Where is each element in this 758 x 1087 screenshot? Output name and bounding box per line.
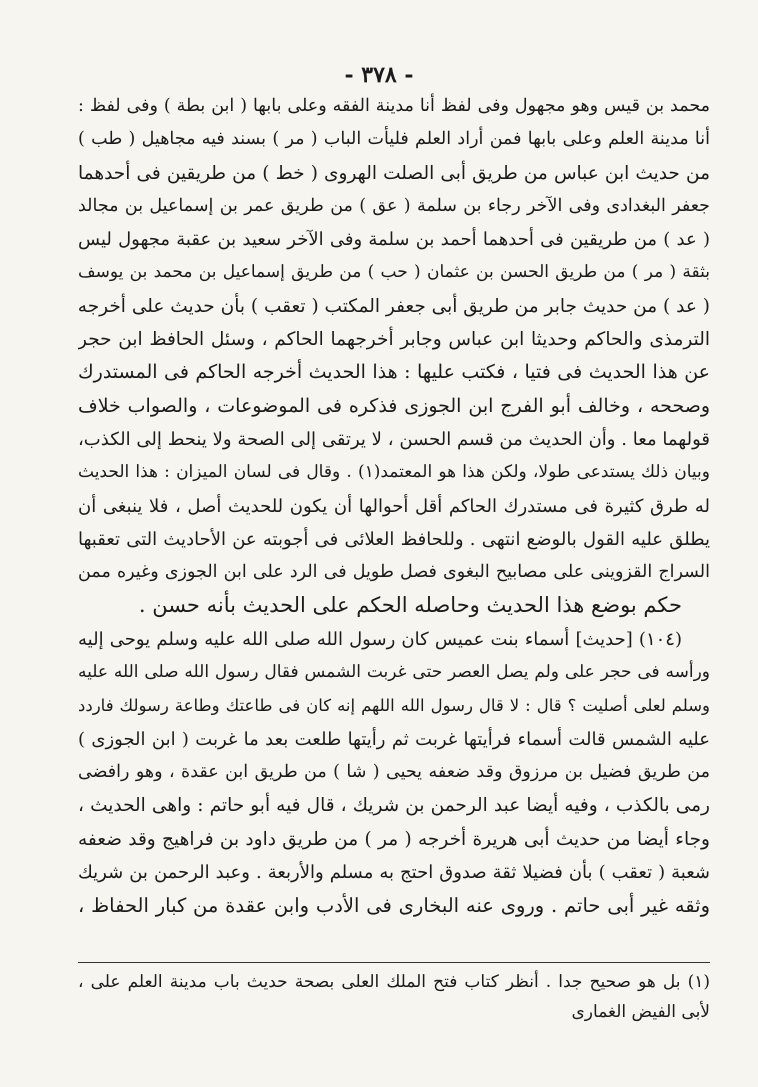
hadith-heading-line: (١٠٤) [حديث] أسماء بنت عميس كان رسول الله صلى الله عليه وسلم يوحى إليه [78, 628, 682, 650]
text-line: وسلم لعلى أصليت ؟ قال : لا قال رسول الله اللهم إنه كان فى طاعتك وطاعة رسولك فاردد [78, 696, 710, 716]
text-line: الترمذى والحاكم وحديثا ابن عباس وجابر أخرجهما الحاكم ، وسئل الحافظ ابن حجر [78, 329, 710, 351]
text-line: محمد بن قيس وهو مجهول وفى لفظ أنا مدينة الفقه وعلى بابها ( ابن بطة ) وفى لفظ : [78, 96, 710, 116]
text-line: من طريق فضيل بن مرزوق وقد ضعفه يحيى ( شا ) من طريق ابن عقدة ، وهو رافضى [78, 761, 710, 782]
text-line: السراج القزوينى على مصابيح البغوى فصل طويل فى الرد على ابن الجوزى وغيره ممن [78, 562, 710, 583]
text-line: ( عد ) من طريقين فى أحدهما أحمد بن سلمة وفى الآخر سعيد بن عقبة مجهول ليس [78, 229, 710, 251]
footnotes [78, 967, 710, 1027]
text-line: وبيان ذلك يستدعى طولا، ولكن هذا هو المعتمد(١) . وقال فى لسان الميزان : هذا الحديث [78, 462, 710, 483]
main-text [78, 90, 710, 922]
text-line: وثقه غير أبى حاتم . وروى عنه البخارى فى الأدب وابن عقدة من كبار الحفاظ ، [78, 894, 710, 918]
text-line: يطلق عليه القول بالوضع انتهى . وللحافظ العلائى فى أجوبته عن الأحاديث التى تعقبها [78, 528, 710, 550]
text-line: من حديث ابن عباس من طريق أبى الصلت الهروى ( خط ) من طريقين فى أحدهما [78, 162, 710, 184]
text-line: أنا مدينة العلم وعلى بابها فمن أراد العلم فليأت الباب ( مر ) بسند فيه مجاهيل ( طب ) [78, 129, 710, 150]
text-line: بثقة ( مر ) من طريق الحسن بن عثمان ( حب ) من طريق إسماعيل بن محمد بن يوسف [78, 262, 710, 283]
footnote-line: (١) بل هو صحيح جدا . أنظر كتاب فتح الملك العلى بصحة حديث باب مدينة العلم على ، [78, 972, 710, 992]
text-line: رمى بالكذب ، وفيه أيضا عبد الرحمن بن شريك ، قال فيه أبو حاتم : واهى الحديث ، [78, 795, 710, 817]
text-line: وصححه ، وخالف أبو الفرج ابن الجوزى فذكره فى الموضوعات ، والصواب خلاف [78, 394, 710, 417]
text-line: عليه الشمس قالت أسماء فرأيتها غربت ثم رأيتها طلعت بعد ما غربت ( ابن الجوزى ) [78, 728, 710, 750]
text-line: حكم بوضع هذا الحديث وحاصله الحكم على الحديث بأنه حسن . [138, 593, 682, 618]
footnote-line: لأبى الفيض الغمارى [571, 1002, 710, 1022]
text-line: قولهما معا . وأن الحديث من قسم الحسن ، لا يرتقى إلى الصحة ولا ينحط إلى الكذب، [78, 428, 710, 450]
text-line: ( عد ) من حديث جابر من طريق أبى جعفر المكتب ( تعقب ) بأن حديث على أخرجه [78, 295, 710, 317]
text-line: عن هذا الحديث فى فتيا ، فكتب عليها : هذا الحديث أخرجه الحاكم فى المستدرك [78, 361, 710, 384]
text-line: له طرق كثيرة فى مستدرك الحاكم أقل أحوالها أن يكون للحديث أصل ، فلا ينبغى أن [78, 495, 710, 517]
footnote-divider [78, 962, 710, 963]
text-line: ورأسه فى حجر على ولم يصل العصر حتى غربت الشمس فقال رسول الله صلى الله عليه [78, 662, 710, 683]
text-line: وجاء أيضا من حديث أبى هريرة أخرجه ( مر ) من طريق داود بن فراهيج وقد ضعفه [78, 828, 710, 850]
page-number: - ٣٧٨ - [344, 62, 414, 88]
text-line: شعبة ( تعقب ) بأن فضيلا ثقة صدوق احتج به مسلم والأربعة . وعبد الرحمن بن شريك [78, 861, 710, 883]
text-line: جعفر البغدادى وفى الآخر رجاء بن سلمة ( عق ) من طريق عمر بن إسماعيل بن مجالد [78, 195, 710, 216]
